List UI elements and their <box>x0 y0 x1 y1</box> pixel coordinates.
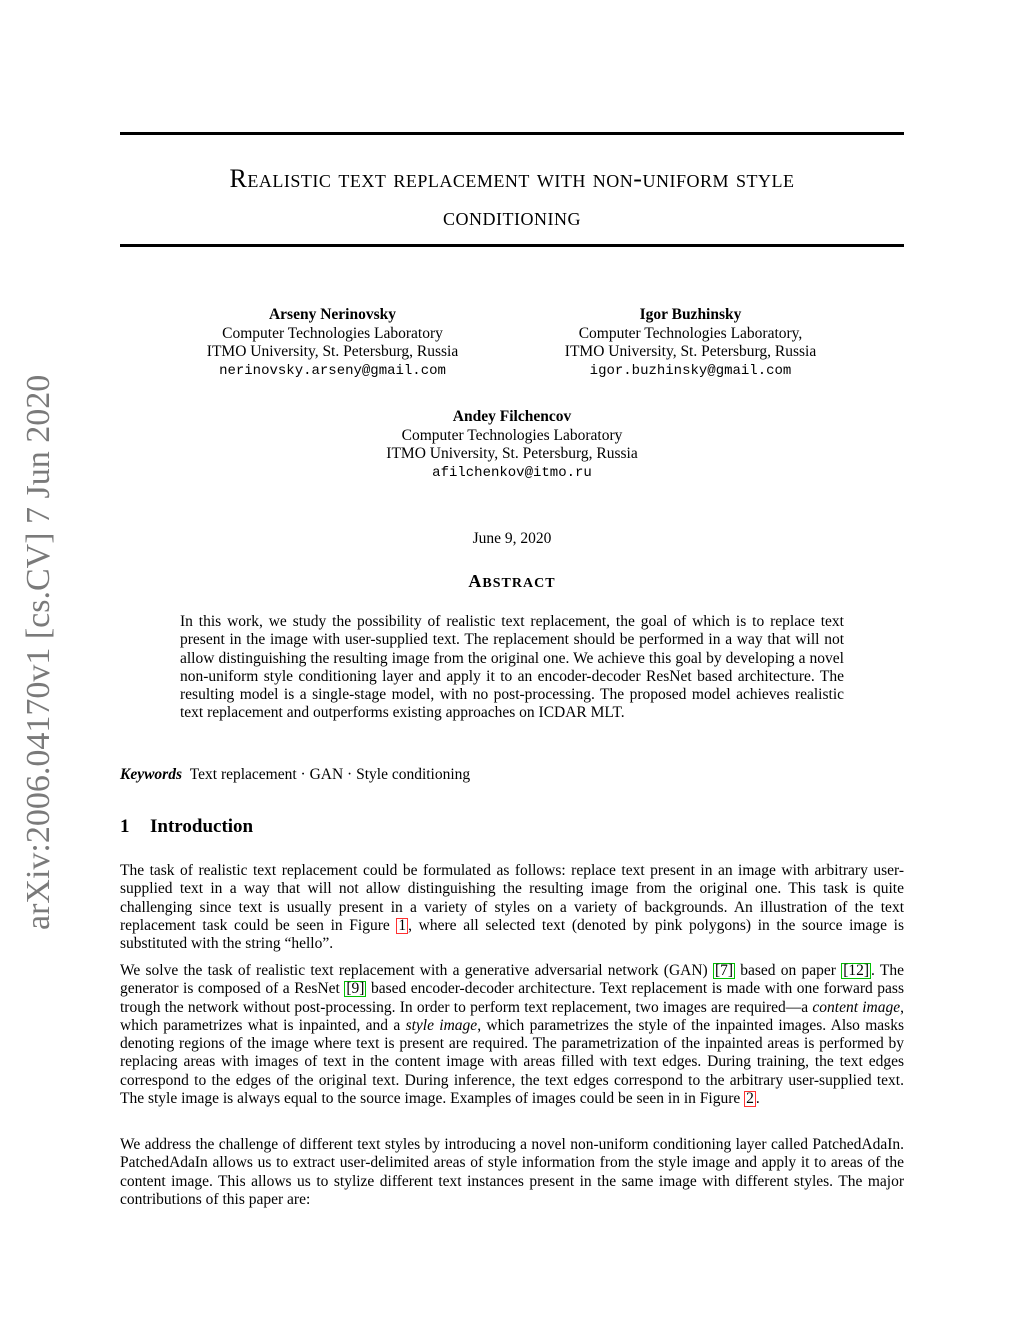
term-content-image: content image <box>812 998 901 1016</box>
author-name: Andey Filchencov <box>452 408 572 425</box>
paragraph-text: . <box>755 1090 760 1108</box>
author-name: Igor Buzhinsky <box>639 306 742 323</box>
paper-title <box>120 160 904 236</box>
term-style-image: style image <box>405 1016 478 1034</box>
author-block-2 <box>528 306 853 380</box>
keywords-text: Text replacement · GAN · Style conditioning <box>189 766 471 783</box>
citation-gan-link[interactable]: [7] <box>714 962 734 979</box>
title-line1: ealistic text replacement with non-uniform style <box>247 164 795 193</box>
title-top-rule <box>120 132 904 135</box>
paragraph-text: , where all selected text (denoted by pink polygons) in the source image is substituted with the string “hello”. <box>120 916 904 953</box>
section-heading-introduction <box>120 816 253 838</box>
title-first-capital: R <box>229 164 248 193</box>
paragraph-text: , which parametrizes the style of the inpainted images. Also masks denoting regions of the image where text is present are required. The parametrization of the inpainted areas is performed by replacing areas with images of text in the content image with areas filled with text edges. During training, the text edges correspond to the edges of the original text. During inference, the text edges correspond to the arbitrary user-supplied text. The style image is always equal to the source image. Examples of images could be seen in in Figure <box>120 1016 904 1108</box>
intro-paragraph-1 <box>120 862 904 953</box>
intro-paragraph-3: We address the challenge of different text styles by introducing a novel non-uniform conditioning layer called PatchedAdaIn. PatchedAdaIn allows us to extract user-delimited areas of style information from the style image and apply it to areas of the content image. This allows us to stylize different text instances present in the same image with different styles. The major contributions of this paper are: <box>120 1136 904 1208</box>
title-line2: conditioning <box>443 202 581 231</box>
citation-resnet-link[interactable]: [9] <box>346 980 365 998</box>
section-number: 1 <box>120 816 130 837</box>
figure-ref-1-link[interactable]: 1 <box>398 916 407 934</box>
citation-paper-link[interactable]: [12] <box>843 962 870 979</box>
abstract-heading-rest: BSTRACT <box>482 576 556 591</box>
author-affiliation: Computer Technologies Laboratory, <box>578 324 803 342</box>
author-block-3 <box>350 408 674 482</box>
abstract-heading-cap: A <box>468 571 483 591</box>
paragraph-text: based encoder-decoder architecture. Text replacement is made with one forward pass trough the network without post-processing. In order to perform text replacement, two images are required—a <box>120 980 904 1016</box>
figure-ref-2-link[interactable]: 2 <box>746 1090 754 1108</box>
keywords-line <box>120 766 470 784</box>
author-name: Arseny Nerinovsky <box>268 306 396 323</box>
author-email[interactable]: nerinovsky.arseny@gmail.com <box>219 362 446 379</box>
paper-date: June 9, 2020 <box>472 530 552 547</box>
paragraph-text: , which parametrizes what is inpainted, and a <box>120 998 904 1034</box>
author-affiliation: Computer Technologies Laboratory <box>222 324 443 342</box>
author-block-1 <box>170 306 495 380</box>
paragraph-text: We solve the task of realistic text replacement with a generative adversarial network (GAN) <box>120 962 713 979</box>
author-affiliation: Computer Technologies Laboratory <box>401 426 623 444</box>
abstract-text: In this work, we study the possibility of realistic text replacement, the goal of which is to replace text present in the image with user-supplied text. The replacement should be performed in a way that will not allow distinguishing the resulting image from the original one. We achieve this goal by developing a novel non-uniform style conditioning layer and apply it to an encoder-decoder ResNet based architecture. The resulting model is a single-stage model, with no post-processing. The proposed model achieves realistic text replacement and outperforms existing approaches on ICDAR MLT. <box>180 613 844 722</box>
author-institution: ITMO University, St. Petersburg, Russia <box>206 343 459 360</box>
author-email[interactable]: igor.buzhinsky@gmail.com <box>589 362 792 379</box>
paragraph-text: based on paper <box>735 962 842 979</box>
author-institution: ITMO University, St. Petersburg, Russia <box>564 343 817 360</box>
title-bottom-rule <box>120 244 904 247</box>
arxiv-side-stamp: arXiv:2006.04170v1 [cs.CV] 7 Jun 2020 <box>20 374 57 930</box>
paragraph-text: . The generator is composed of a ResNet <box>120 962 904 998</box>
author-email[interactable]: afilchenkov@itmo.ru <box>432 464 592 481</box>
keywords-label: Keywords <box>120 766 182 783</box>
section-title: Introduction <box>150 816 254 837</box>
intro-paragraph-2 <box>120 962 904 1108</box>
author-institution: ITMO University, St. Petersburg, Russia <box>386 445 638 462</box>
paragraph-text: The task of realistic text replacement could be formulated as follows: replace text present in an image with arbitrary user-supplied text in a way that will not allow distinguishing the resulting image from the original one. This task is quite challenging since text is usually present in a variety of styles on a variety of backgrounds. An illustration of the text replacement task could be seen in Figure <box>120 862 904 934</box>
abstract-heading <box>120 571 904 592</box>
